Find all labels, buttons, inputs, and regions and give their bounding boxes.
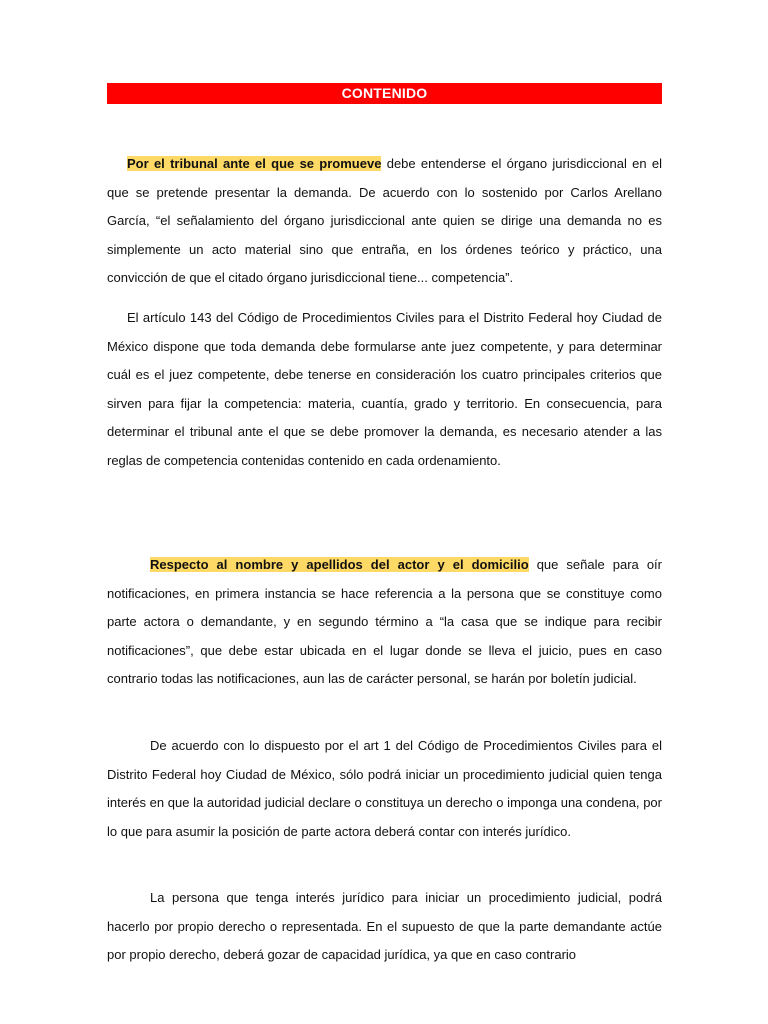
paragraph-nombre-actor	[107, 551, 662, 694]
paragraph-tribunal	[107, 150, 662, 293]
paragraph-text: La persona que tenga interés jurídico para iniciar un procedimiento judicial, podrá hacerlo por propio derecho o representada. En el supuesto de que la parte demandante actúe por propio derecho, deberá gozar de capacidad jurídica, ya que en caso contrario	[107, 890, 662, 962]
paragraph-articulo-1	[107, 732, 662, 846]
paragraph-articulo-143	[107, 304, 662, 475]
paragraph-text: debe entenderse el órgano jurisdiccional en el que se pretende presentar la demanda. De acuerdo con lo sostenido por Carlos Arellano García, “el señalamiento del órgano jurisdiccional ante quien se dirige una demanda no es simplemente un acto material sino que entraña, en los órdenes teórico y práctico, una convicción de que el citado órgano jurisdiccional tiene... competencia”.	[107, 156, 662, 285]
paragraph-text: El artículo 143 del Código de Procedimientos Civiles para el Distrito Federal hoy Ciudad de México dispone que toda demanda debe formularse ante juez competente, y para determinar cuál es el juez competente, debe tenerse en consideración los cuatro principales criterios que sirven para fijar la competencia: materia, cuantía, grado y territorio. En consecuencia, para determinar el tribunal ante el que se debe promover la demanda, es necesario atender a las reglas de competencia contenidas contenido en cada ordenamiento.	[107, 310, 662, 468]
highlighted-phrase-nombre: Respecto al nombre y apellidos del actor y el domicilio	[150, 557, 529, 572]
paragraph-text: De acuerdo con lo dispuesto por el art 1 del Código de Procedimientos Civiles para el Distrito Federal hoy Ciudad de México, sólo podrá iniciar un procedimiento judicial quien tenga interés en que la autoridad judicial declare o constituya un derecho o imponga una condena, por lo que para asumir la posición de parte actora deberá contar con interés jurídico.	[107, 738, 662, 839]
section-title: CONTENIDO	[107, 83, 662, 104]
paragraph-text: que señale para oír notificaciones, en primera instancia se hace referencia a la persona que se constituye como parte actora o demandante, y en segundo término a “la casa que se indique para recibir notificaciones”, que debe estar ubicada en el lugar donde se lleva el juicio, pues en caso contrario todas las notificaciones, aun las de carácter personal, se harán por boletín judicial.	[107, 557, 662, 686]
highlighted-phrase-tribunal: Por el tribunal ante el que se promueve	[127, 156, 382, 171]
paragraph-interes-juridico	[107, 884, 662, 970]
